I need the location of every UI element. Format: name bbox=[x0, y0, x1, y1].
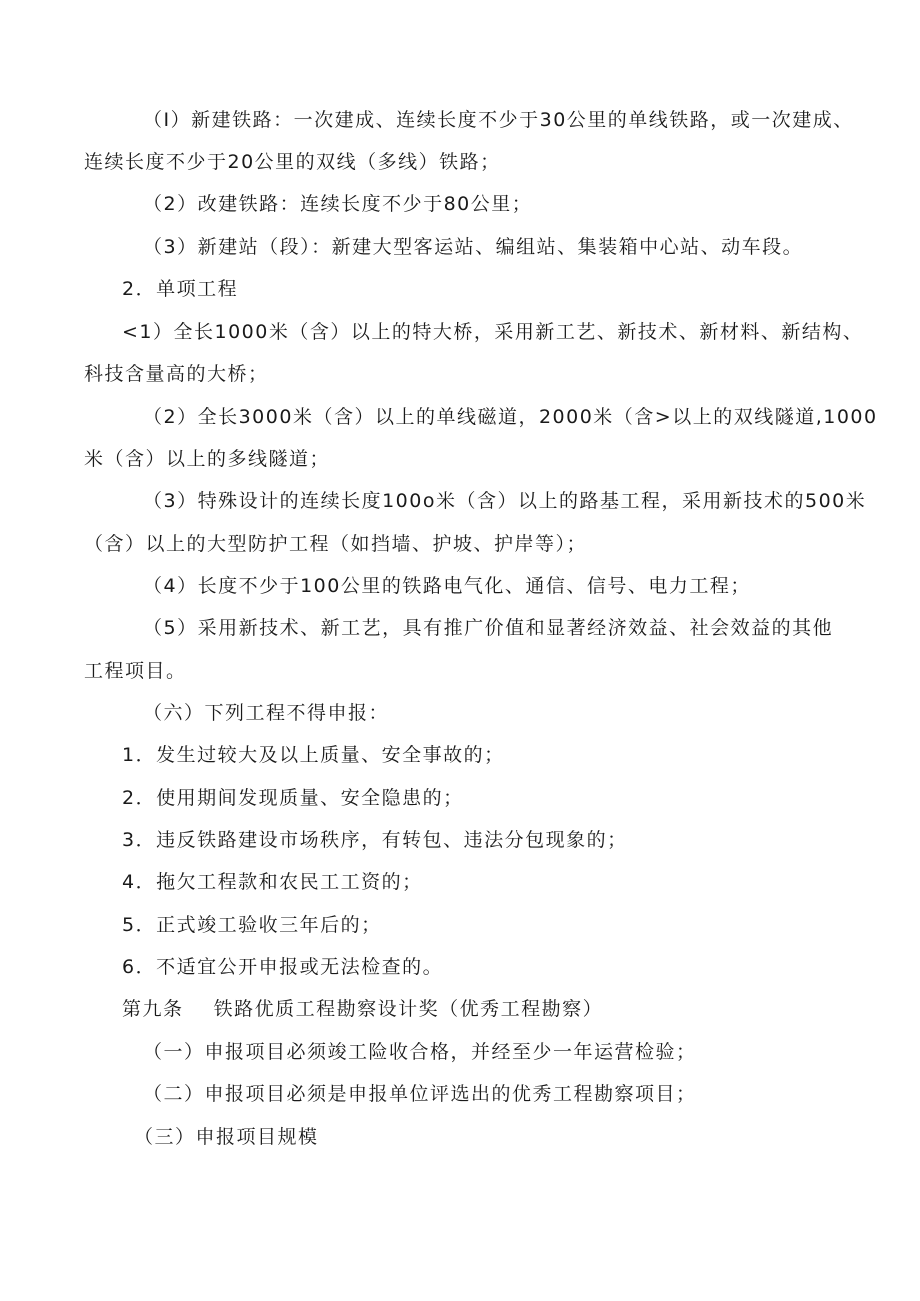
section-heading: 2．单项工程 bbox=[122, 278, 239, 300]
article-heading: 第九条 铁路优质工程勘察设计奖（优秀工程勘察） bbox=[122, 998, 604, 1020]
paragraph-line: （3）特殊设计的连续长度100o米（含）以上的路基工程，采用新技术的500米 bbox=[143, 490, 867, 512]
paragraph-line: 工程项目。 bbox=[84, 660, 187, 682]
paragraph-line: （3）新建站（段）：新建大型客运站、编组站、集装箱中心站、动车段。 bbox=[143, 236, 804, 258]
paragraph-line: 米（含）以上的多线隧道； bbox=[84, 448, 331, 470]
paragraph-line: 连续长度不少于20公里的双线（多线）铁路； bbox=[84, 151, 501, 173]
section-heading: （六）下列工程不得申报： bbox=[143, 702, 390, 724]
paragraph-line: （含）以上的大型防护工程（如挡墙、护坡、护岸等）； bbox=[84, 533, 588, 555]
paragraph-line: （二）申报项目必须是申报单位评选出的优秀工程勘察项目； bbox=[143, 1083, 697, 1105]
list-item: 3．违反铁路建设市场秩序，有转包、违法分包现象的； bbox=[122, 829, 628, 851]
paragraph-line: 科技含量高的大桥； bbox=[84, 363, 269, 385]
list-item: 6．不适宜公开申报或无法检查的。 bbox=[122, 956, 444, 978]
paragraph-line: （一）申报项目必须竣工险收合格，并经至少一年运营检验； bbox=[143, 1041, 697, 1063]
list-item: 5．正式竣工验收三年后的； bbox=[122, 914, 382, 936]
paragraph-line: （I）新建铁路：一次建成、连续长度不少于30公里的单线铁路，或一次建成、 bbox=[143, 109, 854, 131]
paragraph-line: （2）全长3000米（含）以上的单线磁道，2000米（含>以上的双线隧道,1000 bbox=[143, 406, 878, 428]
paragraph-line: （2）改建铁路：连续长度不少于80公里； bbox=[143, 193, 533, 215]
list-item: 1．发生过较大及以上质量、安全事故的； bbox=[122, 744, 505, 766]
paragraph-line: （4）长度不少于100公里的铁路电气化、通信、信号、电力工程； bbox=[143, 575, 751, 597]
paragraph-line: （三）申报项目规模 bbox=[134, 1126, 319, 1148]
paragraph-line: （5）采用新技术、新工艺，具有推广价值和显著经济效益、社会效益的其他 bbox=[143, 617, 834, 639]
list-item: 4．拖欠工程款和农民工工资的； bbox=[122, 871, 423, 893]
list-item: 2．使用期间发现质量、安全隐患的； bbox=[122, 787, 464, 809]
paragraph-line: <1）全长1000米（含）以上的特大桥，采用新工艺、新技术、新材料、新结构、 bbox=[122, 321, 864, 343]
